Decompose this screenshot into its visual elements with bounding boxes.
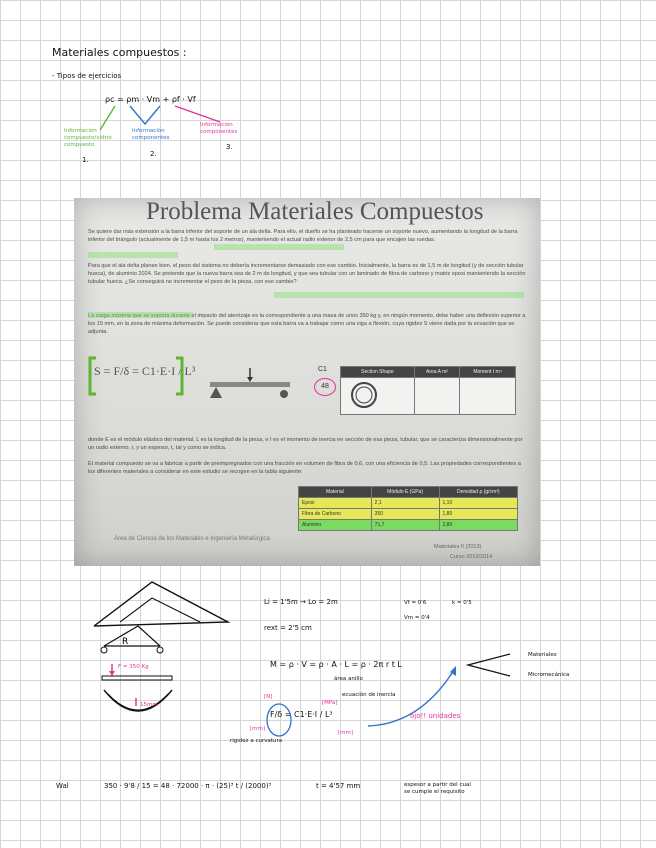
c1-value: 48 — [314, 378, 336, 396]
section-header: Area A m² — [414, 367, 459, 378]
work-vf: Vf = 0'6 — [404, 600, 427, 606]
mm-unit-label-2: [mm] — [338, 730, 354, 736]
materials-header: Material — [299, 487, 372, 498]
branch-arrows — [460, 650, 520, 680]
type-label-1: Información compuesto/vidrio compuesto — [64, 128, 112, 148]
work-line-1: Li = 1'5m → Lo = 2m — [264, 598, 338, 606]
area-label: área anillo — [334, 676, 363, 682]
photo-footer-right: Materiales II (2013) — [434, 544, 482, 550]
equation-brackets — [86, 354, 186, 398]
deflection-label: 15mm — [140, 702, 158, 708]
photo-para-1: Se quiere dar más extensión a la barra inferior del soporte de un ala delta. Para ello, el dueño se ha planteado hacerse un soporte nuevo, aumentando la longitud de la barra inferior del triángulo (actualmente de 1,5 m hasta los 2 metros), manteniendo el actual radio exterior de 2,5 cm para que encajen las ruedas. — [88, 229, 518, 243]
material-cell: 71,7 — [371, 520, 439, 531]
svg-text:R: R — [122, 637, 129, 647]
work-line-2: rext = 2'5 cm — [264, 624, 312, 632]
material-cell: 2,80 — [439, 520, 518, 531]
photo-footer-year: Curso 2013/2014 — [450, 554, 493, 560]
pa-unit-label: [MPa] — [322, 700, 338, 706]
type-number-3: 3. — [226, 143, 233, 151]
n-unit-label: [N] — [264, 694, 273, 700]
section-moment-cell — [460, 378, 516, 415]
exercise-photo — [74, 198, 540, 566]
final-expression: 350 · 9'8 / 15 = 48 · 72000 · π · (25)³ t / (2000)³ — [104, 782, 272, 790]
mm-unit-label: [mm] — [250, 726, 266, 732]
highlight-mark — [274, 292, 524, 298]
material-cell: 2,1 — [371, 498, 439, 509]
stiffness-working: F/δ = C1·E·I / L³ — [270, 710, 333, 719]
photo-title: Problema Materiales Compuestos — [146, 198, 484, 225]
work-k: k = 0'5 — [452, 600, 472, 606]
photo-para-3: La carga máxima que se soporta durante el impacto del aterrizaje es la correspondiente a una masa de unos 350 kg y, en ningún momento, debe haber una deflexión superior a los 15 mm, en la zona de máxima deformación. Se puede considerar que esta barra va a trabajar como una viga a flexión, cuya rigidez S viene dada por la ecuación que se adjunta. — [88, 313, 526, 335]
photo-para-5: El material compuesto se va a fabricar a partir de preimpregnados con una fracción en volumen de fibra de 0,6, con una eficiencia de 0,5. Las propiedades correspondientes a los diferentes materiales a considerar en este estudio se recogen en la tabla siguiente: — [88, 461, 521, 475]
notes-subtitle: - Tipos de ejercicios — [52, 72, 122, 80]
section-shape-cell — [341, 378, 415, 415]
type-label-2: Información componentes — [132, 128, 170, 141]
notes-formula: ρc = ρm · Vm + ρf · Vf — [105, 95, 196, 104]
material-cell: Fibra de Carbono — [299, 509, 372, 520]
blue-circle-mark — [264, 702, 294, 738]
units-note: ojo!! unidades — [410, 712, 461, 720]
force-label: F = 350 Kg — [118, 664, 149, 670]
type-number-1: 1. — [82, 156, 89, 164]
section-header: Moment I m⁴ — [460, 367, 516, 378]
materials-table — [298, 486, 518, 531]
deflection-sketch — [100, 660, 190, 740]
beam-figure — [206, 366, 296, 406]
blue-link-arrow — [360, 664, 460, 734]
inertia-label: ecuación de inercia — [342, 692, 396, 698]
tube-section-icon — [344, 380, 384, 410]
photo-footer: Área de Ciencia de los Materiales e Ingeniería Metalúrgica — [114, 536, 270, 542]
type-label-3: Información componentes — [200, 122, 238, 135]
type-number-2: 2. — [150, 150, 157, 158]
highlight-mark — [88, 252, 178, 258]
photo-para-4: donde E es el módulo elástico del material, L es la longitud de la pieza, e I es el momento de inercia en sección de esa pieza, tubular, que se caracteriza dimensionalmente por un radio externo, r, y un espesor, t, tal y como se indica. — [88, 437, 523, 451]
material-cell: 1,80 — [439, 509, 518, 520]
branch-label-1: Materiales — [528, 652, 557, 658]
materials-header: Módulo E (GPa) — [371, 487, 439, 498]
highlight-mark — [88, 312, 193, 318]
material-cell: 1,10 — [439, 498, 518, 509]
material-cell: Epoxi — [299, 498, 372, 509]
c1-label: C1 — [318, 366, 327, 373]
mass-equation: M = ρ · V = ρ · A · L = ρ · 2π r t L — [270, 660, 402, 669]
section-area-cell — [414, 378, 459, 415]
material-cell: 350 — [371, 509, 439, 520]
section-header: Section Shape — [341, 367, 415, 378]
final-result: t = 4'57 mm — [316, 782, 361, 790]
notes-title: Materiales compuestos : — [52, 46, 187, 59]
work-vm: Vm = 0'4 — [404, 615, 430, 621]
photo-para-2: Para que el ala delta planee bien, el peso del sistema no debería incrementarse demasiado con ese cambio. Inicialmente, la barra es de 1,5 m de longitud (y de sección tubular hueca), de aluminio 2024. Se pretende que la nueva barra sea de 2 m de longitud, y que sea tubular con un laminado de fibra de carbono y matriz epoxi manteniendo la sección tubular hueca. ¿Se conseguirá no incrementar el peso de la pieza, con ese cambio? — [88, 263, 526, 285]
branch-label-2: Micromecánica — [528, 672, 570, 678]
stiffness-equation: S = F/δ = C1·E·I / L³ — [94, 364, 196, 378]
final-w: Wal — [56, 782, 69, 790]
material-cell: Aluminio — [299, 520, 372, 531]
final-note: espesor a partir del cual se cumple el requisito — [404, 782, 471, 795]
stiffness-note: rigidez a curvatura — [230, 738, 283, 744]
section-table — [340, 366, 516, 415]
materials-header: Densidad ρ (g/cm³) — [439, 487, 518, 498]
highlight-mark — [214, 244, 344, 250]
